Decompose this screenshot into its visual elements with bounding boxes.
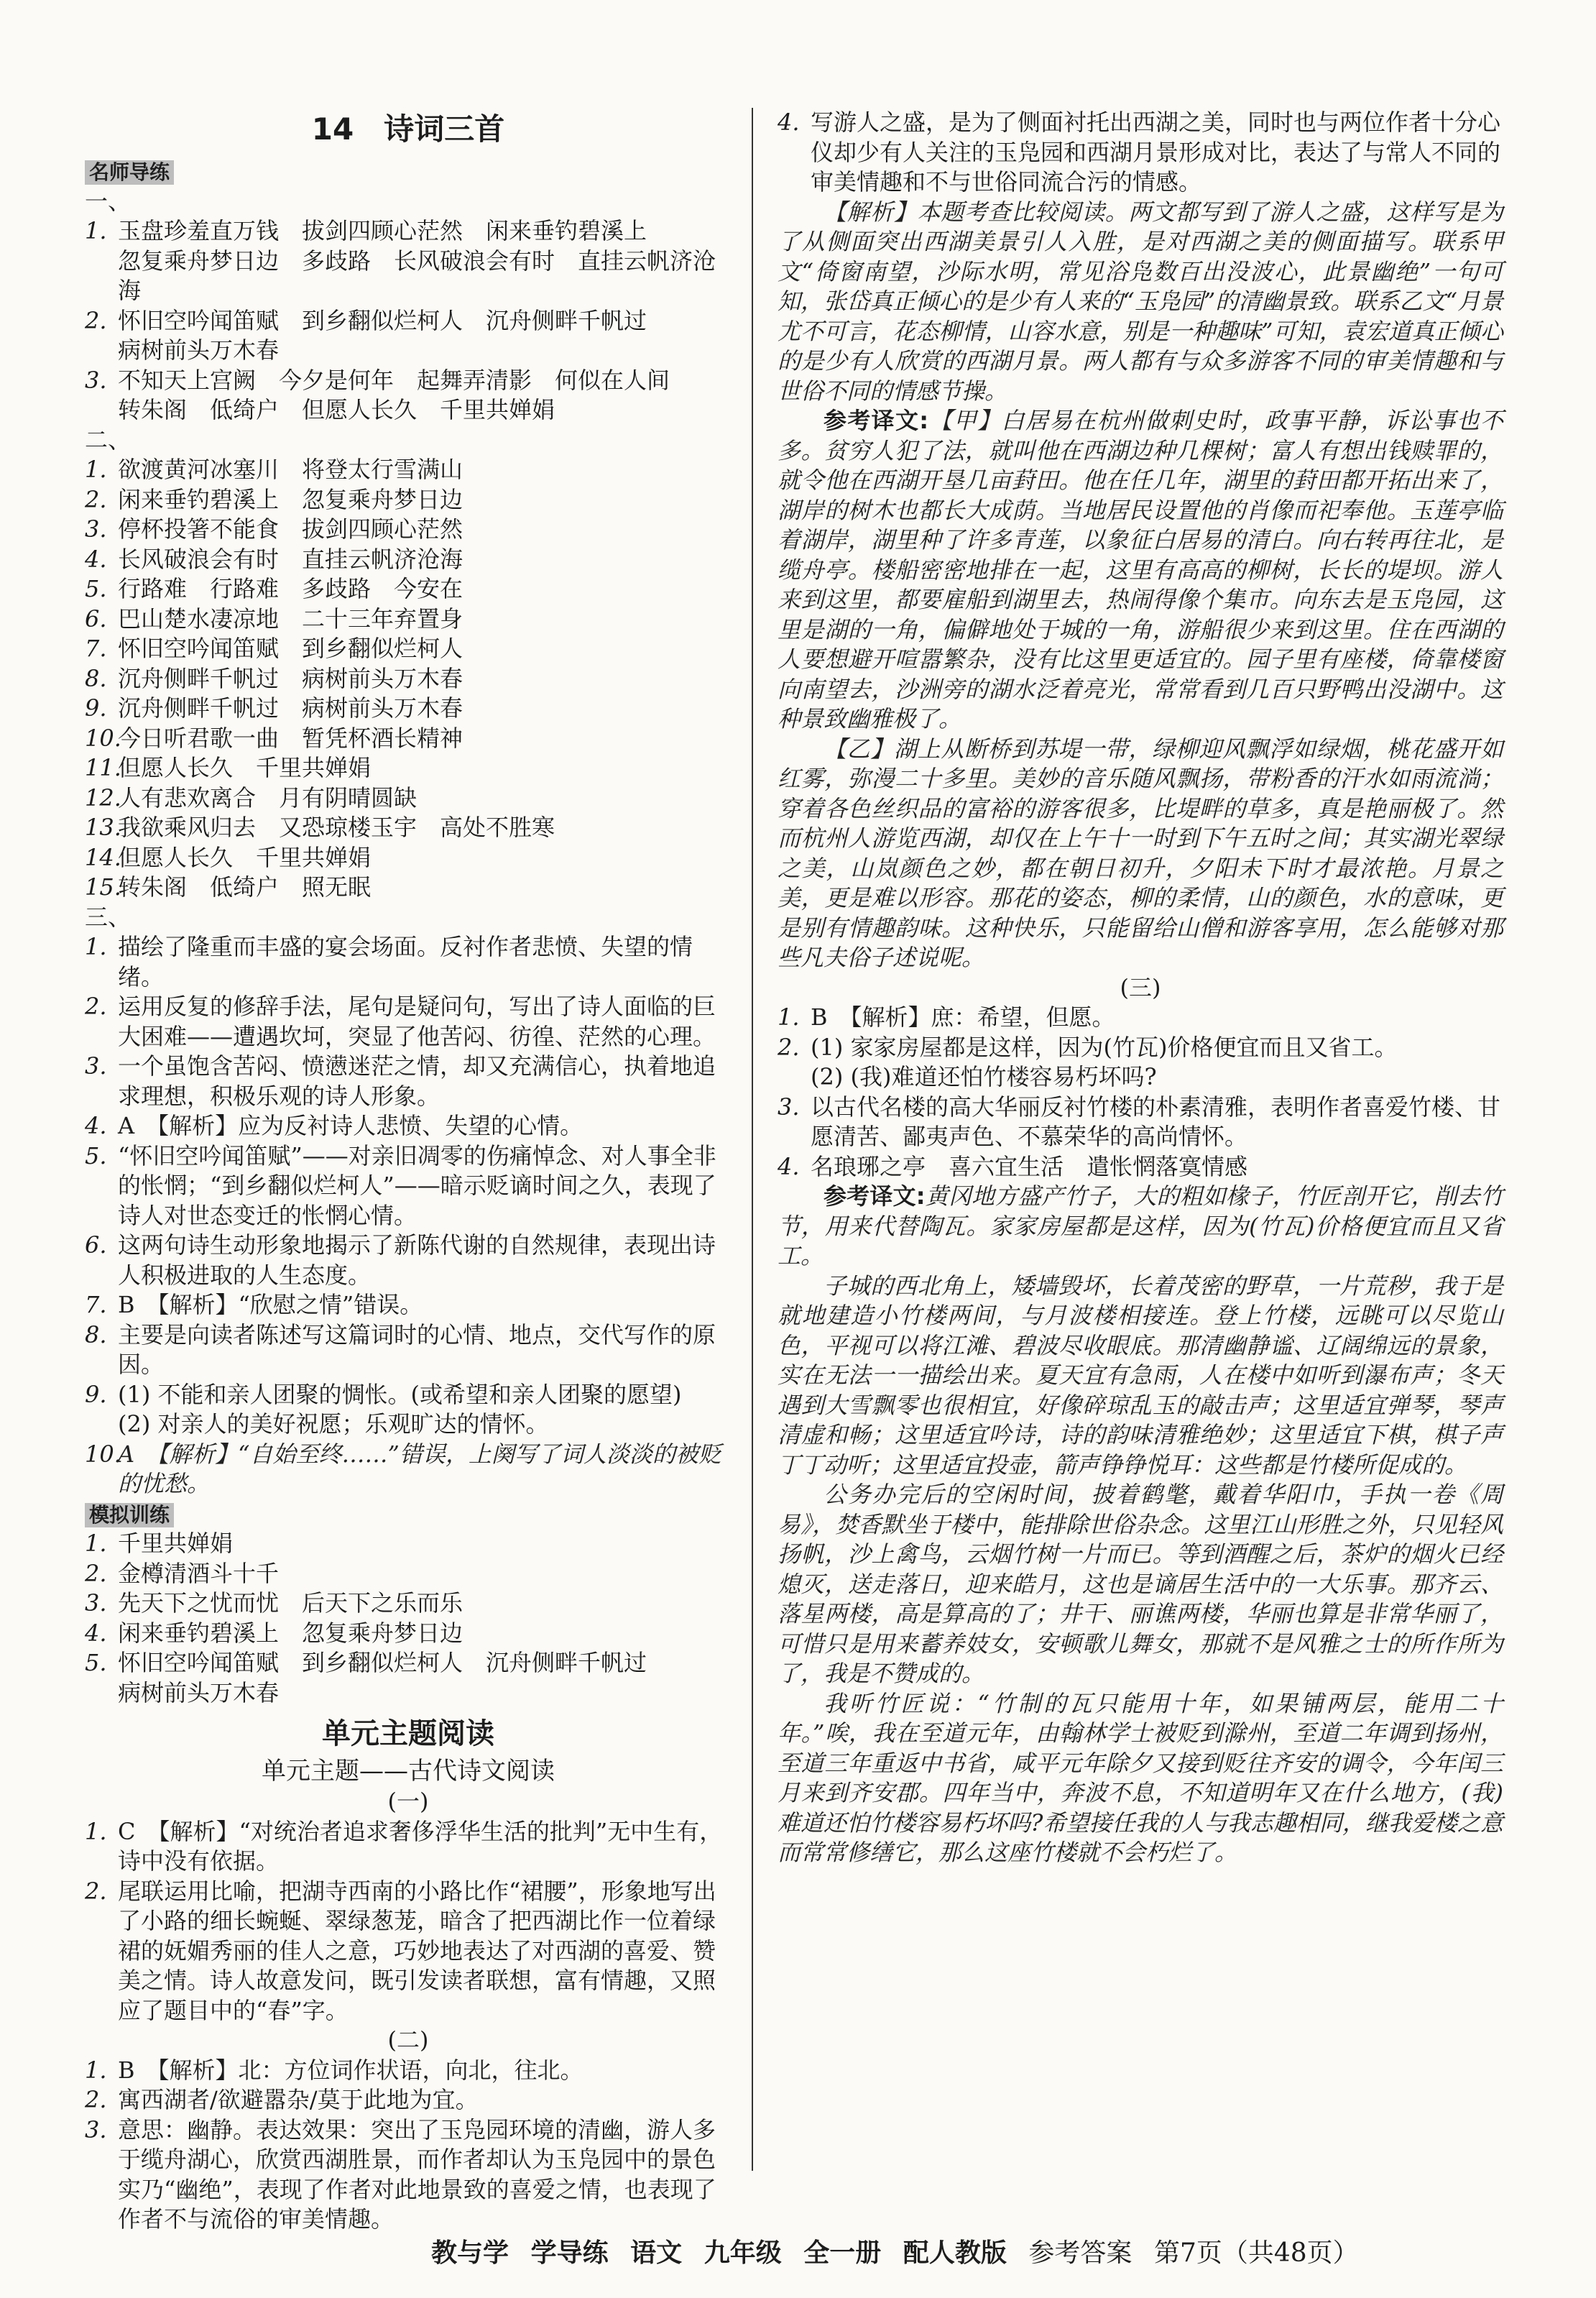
item-number: 5. (85, 1649, 107, 1676)
translation-3: 参考译文:黄冈地方盛产竹子，大的粗如椽子，竹匠剖开它，削去竹节，用来代替陶瓦。家家房屋都是这样，因为(竹瓦)价格便宜而且又省工。 (778, 1182, 1503, 1269)
item-number: 2. (85, 1559, 107, 1587)
item-number: 14. (85, 843, 121, 871)
item-text: 怀旧空吟闻笛赋 到乡翻似烂柯人 (118, 635, 463, 662)
section-tag-mock: 模拟训练 (85, 1503, 174, 1527)
answer-item (85, 1619, 732, 1649)
item-number: 4. (85, 1619, 107, 1647)
answer-item (85, 545, 732, 575)
item-text: 千里共婵娟 (118, 1530, 234, 1557)
item-text: B 【解析】“欣慰之情”错误。 (118, 1291, 423, 1318)
item-number: 7. (85, 635, 107, 662)
left-column (85, 108, 732, 2235)
translation-3-para-3: 公务办完后的空闲时间，披着鹤氅，戴着华阳巾，手执一卷《周易》，焚香默坐于楼中，能排除世俗杂念。这里江山形胜之外，只见轻风扬帆，沙上禽鸟，云烟竹树一片而已。等到酒醒之后，茶炉的烟火已经熄灭，送走落日，迎来皓月，这也是谪居生活中的一大乐事。那齐云、落星两楼，高是算高的了；井干、丽谯两楼，华丽也算是非常华丽了，可惜只是用来蓄养妓女，安顿歌儿舞女，那就不是风雅之士的所作所为了，我是不赞成的。 (778, 1481, 1503, 1687)
item-text: 怀旧空吟闻笛赋 到乡翻似烂柯人 沉舟侧畔千帆过 (118, 1649, 647, 1676)
item-number: 15. (85, 873, 121, 901)
item-number: 5. (85, 1141, 107, 1169)
item-text: 描绘了隆重而丰盛的宴会场面。反衬作者悲愤、失望的情绪。 (118, 933, 693, 991)
item-text: 但愿人长久 千里共婵娟 (118, 754, 372, 781)
answer-item (85, 1648, 732, 1678)
answer-item (778, 1152, 1503, 1182)
item-number: 4. (85, 545, 107, 573)
answer-item (85, 366, 732, 396)
item-number: 6. (85, 1231, 107, 1259)
item-text: 玉盘珍羞直万钱 拔剑四顾心茫然 闲来垂钓碧溪上 (118, 217, 647, 244)
item-number: 3. (85, 515, 107, 543)
item-number: 4. (778, 1152, 800, 1180)
item-number: 2. (85, 485, 107, 513)
answer-item (778, 1003, 1503, 1033)
answer-item-continued: (2) (我)难道还怕竹楼容易朽坏吗? (811, 1063, 1157, 1090)
item-text: 停杯投箸不能食 拔剑四顾心茫然 (118, 515, 463, 543)
item-text: 巴山楚水凄凉地 二十三年弃置身 (118, 605, 463, 633)
item-number: 8. (85, 1320, 107, 1348)
item-number: 8. (85, 664, 107, 692)
footer-series: 学导练 (530, 2238, 609, 2268)
answer-item (85, 724, 732, 754)
mock-list (85, 1529, 732, 1708)
answer-item (85, 306, 732, 336)
item-number: 1. (85, 456, 107, 483)
part-one-list (85, 216, 732, 426)
answer-item (85, 783, 732, 814)
question-9-part-2: (2) 对亲人的美好祝愿；乐观旷达的情怀。 (118, 1410, 549, 1438)
part-one-heading: 一、 (85, 187, 132, 215)
answer-item-continued: 忽复乘舟梦日边 多歧路 长风破浪会有时 直挂云帆济沧海 (118, 247, 716, 304)
part-two-list (85, 455, 732, 903)
unit-subtitle: 单元主题——古代诗文阅读 (262, 1757, 555, 1785)
item-number: 12. (85, 783, 121, 812)
item-number: 1. (85, 1817, 107, 1845)
column-divider (752, 108, 753, 2171)
answer-item (85, 574, 732, 605)
item-text: 转朱阁 低绮户 照无眠 (118, 873, 372, 901)
unit-title: 单元主题阅读 (322, 1717, 494, 1750)
item-text: 闲来垂钓碧溪上 忽复乘舟梦日边 (118, 1619, 463, 1647)
item-number: 2. (85, 993, 107, 1020)
footer-page-number: 第7页（共48页） (1153, 2238, 1359, 2268)
answer-item (85, 515, 732, 545)
answer-item-continued: 病树前头万木春 (118, 1678, 280, 1706)
item-text: 寓西湖者/欲避嚣杂/莫于此地为宜。 (118, 2086, 479, 2113)
item-number: 7. (85, 1291, 107, 1318)
footer-edition: 配人教版 (903, 2238, 1007, 2268)
answer-item (85, 753, 732, 783)
answer-item (85, 694, 732, 724)
item-text: 尾联运用比喻，把湖寺西南的小路比作“裙腰”，形象地写出了小路的细长蜿蜒、翠绿葱茏，暗含了把西湖比作一位着绿裙的妩媚秀丽的佳人之意，巧妙地表达了对西湖的喜爱、赞美之情。诗人故意发问，既引发读者联想，富有情趣，又照应了题目中的“春”字。 (118, 1877, 716, 2024)
footer-answers: 参考答案 (1028, 2238, 1133, 2268)
answer-item (85, 605, 732, 635)
item-text: C 【解析】“对统治者追求奢侈浮华生活的批判”无中生有，诗中没有依据。 (118, 1817, 723, 1875)
item-text: 金樽清酒斗十千 (118, 1559, 280, 1587)
answer-item (85, 873, 732, 903)
footer-volume: 全一册 (803, 2238, 882, 2268)
item-number: 3. (85, 366, 107, 394)
item-number: 2. (85, 2086, 107, 2113)
passage-1-list (85, 1817, 732, 2026)
lesson-title: 14 诗词三首 (311, 111, 505, 147)
item-text: 这两句诗生动形象地揭示了新陈代谢的自然规律，表现出诗人积极进取的人生态度。 (118, 1231, 716, 1289)
question-9: 9. (1) 不能和亲人团聚的惆怅。(或希望和亲人团聚的愿望) (85, 1380, 682, 1408)
translation-1: 参考译文:【甲】白居易在杭州做刺史时，政事平静，诉讼事也不多。贫穷人犯了法，就叫他在西湖边种几棵树；富人有想出钱赎罪的，就令他在西湖开垦几亩葑田。他在任几年，湖里的葑田都开拓出来了，湖岸的树木也都长大成荫。当地居民设置他的肖像而祀奉他。玉莲亭临着湖岸，湖里种了许多青莲，以象征白居易的清白。向右转再往北，是缆舟亭。楼船密密地排在一起，这里有高高的柳树，长长的堤坝。游人来到这里，都要雇船到湖里去，热闹得像个集市。向东去是玉凫园，这里是湖的一角，偏僻地处于城的一角，游船很少来到这里。住在西湖的人要想避开喧嚣繁杂，没有比这里更适宜的。园子里有座楼，倚靠楼窗向南望去，沙洲旁的湖水泛着亮光，常常看到几百只野鸭出没湖中。这种景致幽雅极了。 (778, 407, 1503, 732)
answer-item-continued: 转朱阁 低绮户 但愿人长久 千里共婵娟 (118, 396, 555, 423)
answer-item (85, 634, 732, 664)
answer-item (85, 1817, 732, 1877)
item-number: 2. (85, 306, 107, 334)
item-text: (1) 家家房屋都是这样，因为(竹瓦)价格便宜而且又省工。 (811, 1033, 1398, 1061)
item-text: B 【解析】庶：希望，但愿。 (811, 1003, 1115, 1031)
question-10: 10. A 【解析】“自始至终……”错误，上阕写了词人淡淡的被贬的忧愁。 (85, 1440, 721, 1497)
item-text: 行路难 行路难 多歧路 今安在 (118, 575, 463, 602)
answer-item (85, 843, 732, 873)
answer-item (85, 2056, 732, 2086)
answer-item (85, 455, 732, 485)
item-text: 我欲乘风归去 又恐琼楼玉宇 高处不胜寒 (118, 814, 555, 841)
right-column (778, 108, 1503, 1868)
footer-grade: 九年级 (704, 2238, 782, 2268)
item-number: 1. (85, 1530, 107, 1557)
item-number: 3. (85, 1589, 107, 1617)
answer-item (778, 1033, 1503, 1063)
answer-item (85, 1529, 732, 1559)
item-number: 1. (85, 933, 107, 960)
item-number: 4. (85, 1112, 107, 1139)
footer-brand: 教与学 (431, 2238, 509, 2268)
translation-3-para-4: 我听竹匠说：“竹制的瓦只能用十年，如果铺两层，能用二十年。”唉，我在至道元年，由翰林学士被贬到滁州，至道二年调到扬州，至道三年重返中书省，咸平元年除夕又接到贬往齐安的调令，今年闰三月来到齐安郡。四年当中，奔波不息，不知道明年又在什么地方，(我)难道还怕竹楼容易朽坏吗?希望接任我的人与我志趣相同，继我爱楼之意而常常修缮它，那么这座竹楼就不会朽烂了。 (778, 1689, 1503, 1866)
item-text: A 【解析】应为反衬诗人悲愤、失望的心情。 (118, 1112, 583, 1139)
item-text: 怀旧空吟闻笛赋 到乡翻似烂柯人 沉舟侧畔千帆过 (118, 306, 647, 334)
part-three-heading: 三、 (85, 903, 132, 931)
item-number: 11. (85, 754, 121, 781)
item-text: 意思：幽静。表达效果：突出了玉凫园环境的清幽，游人多于缆舟湖心，欣赏西湖胜景，而作者却认为玉凫园中的景色实乃“幽绝”，表现了作者对此地景致的喜爱之情，也表现了作者不与流俗的审美情趣。 (118, 2115, 716, 2233)
item-text: 人有悲欢离合 月有阴晴圆缺 (118, 783, 418, 812)
item-text: 闲来垂钓碧溪上 忽复乘舟梦日边 (118, 485, 463, 513)
passage-2-list (85, 2056, 732, 2235)
item-number: 9. (85, 694, 107, 722)
answer-item (85, 813, 732, 843)
answer-item (85, 1231, 732, 1290)
item-text: 一个虽饱含苦闷、愤懑迷茫之情，却又充满信心，执着地追求理想，积极乐观的诗人形象。 (118, 1052, 716, 1110)
item-number: 13. (85, 814, 121, 841)
answer-item (85, 485, 732, 515)
page-footer (431, 2233, 1437, 2269)
answer-item (85, 1320, 732, 1380)
item-text: 主要是向读者陈述写这篇词时的心情、地点，交代写作的原因。 (118, 1320, 716, 1378)
translation-2: 【乙】湖上从断桥到苏堤一带，绿柳迎风飘浮如绿烟，桃花盛开如红雾，弥漫二十多里。美妙的音乐随风飘扬，带粉香的汗水如雨流淌；穿着各色丝织品的富裕的游客很多，比堤畔的草多，真是艳丽极了。然而杭州人游览西湖，却仅在上午十一时到下午五时之间；其实湖光翠绿之美，山岚颜色之妙，都在朝日初升，夕阳未下时才最浓艳。月景之美，更是难以形容。那花的姿态，柳的柔情，山的颜色，水的意味，更是别有情趣韵味。这种快乐，只能留给山僧和游客享用，怎么能够对那些凡夫俗子述说呢。 (778, 735, 1503, 971)
passage-3-list (778, 1003, 1503, 1182)
question-4-analysis: 【解析】本题考查比较阅读。两文都写到了游人之盛，这样写是为了从侧面突出西湖美景引人入胜，是对西湖之美的侧面描写。联系甲文“倚窗南望，沙际水明，常见浴凫数百出没波心，此景幽绝”一句可知，张岱真正倾心的是少有人来的“玉凫园”的清幽景致。联系乙文“月景尤不可言，花态柳情，山容水意，别是一种趣味”可知，袁宏道真正倾心的是少有人欣赏的西湖月景。两人都有与众多游客不同的审美情趣和与世俗不同的情感节操。 (778, 198, 1503, 405)
answer-item (85, 932, 732, 992)
answer-item (85, 2115, 732, 2235)
answer-item-continued: 病树前头万木春 (118, 336, 280, 364)
item-text: 以古代名楼的高大华丽反衬竹楼的朴素清雅，表明作者喜爱竹楼、甘愿清苦、鄙夷声色、不慕荣华的高尚情怀。 (811, 1093, 1501, 1150)
item-text: B 【解析】北：方位词作状语，向北，往北。 (118, 2056, 583, 2084)
item-text: 但愿人长久 千里共婵娟 (118, 843, 372, 871)
footer-subject: 语文 (630, 2238, 683, 2268)
passage-2-heading: (二) (387, 2026, 429, 2054)
answer-item (85, 664, 732, 694)
item-text: 不知天上宫阙 今夕是何年 起舞弄清影 何似在人间 (118, 366, 670, 394)
item-text: 运用反复的修辞手法，尾句是疑问句，写出了诗人面临的巨大困难——遭遇坎坷，突显了他苦闷、彷徨、茫然的心理。 (118, 993, 716, 1050)
answer-item (85, 992, 732, 1052)
item-number: 1. (85, 2056, 107, 2084)
item-text: 长风破浪会有时 直挂云帆济沧海 (118, 545, 463, 573)
answer-item (85, 1290, 732, 1320)
item-number: 2. (85, 1877, 107, 1905)
answer-item (85, 1877, 732, 2026)
item-number: 2. (778, 1033, 800, 1061)
item-text: 沉舟侧畔千帆过 病树前头万木春 (118, 694, 463, 722)
passage-3-heading: (三) (1120, 973, 1161, 1001)
item-text: 今日听君歌一曲 暂凭杯酒长精神 (118, 724, 463, 752)
item-number: 1. (778, 1003, 800, 1031)
item-number: 3. (85, 1052, 107, 1080)
item-number: 1. (85, 217, 107, 244)
answer-item (85, 1111, 732, 1141)
item-number: 6. (85, 605, 107, 633)
answer-item (85, 216, 732, 247)
part-three-list (85, 932, 732, 1380)
item-number: 3. (85, 2115, 107, 2143)
answer-item (85, 1559, 732, 1589)
item-text: 先天下之忧而忧 后天下之乐而乐 (118, 1589, 463, 1617)
answer-item (85, 1589, 732, 1619)
answer-item (85, 2085, 732, 2115)
passage-1-heading: (一) (387, 1788, 429, 1815)
item-number: 10. (85, 724, 121, 752)
item-number: 3. (778, 1093, 800, 1121)
answer-item (85, 1141, 732, 1231)
part-two-heading: 二、 (85, 426, 132, 454)
item-text: 名琅琊之亭 喜六宜生活 遣怅惘落寞情感 (811, 1152, 1248, 1180)
answer-item (778, 1093, 1503, 1152)
item-text: “怀旧空吟闻笛赋”——对亲旧凋零的伤痛悼念、对人事全非的怅惘；“到乡翻似烂柯人”——暗示贬谪时间之久，表现了诗人对世态变迁的怅惘心情。 (118, 1141, 716, 1229)
section-tag-guided: 名师导练 (85, 160, 174, 185)
item-number: 5. (85, 575, 107, 602)
item-text: 沉舟侧畔千帆过 病树前头万木春 (118, 664, 463, 692)
item-text: 欲渡黄河冰塞川 将登太行雪满山 (118, 456, 463, 483)
question-4: 4. 写游人之盛，是为了侧面衬托出西湖之美，同时也与两位作者十分心仪却少有人关注的玉凫园和西湖月景形成对比，表达了与常人不同的审美情趣和不与世俗同流合污的情感。 (778, 109, 1501, 196)
translation-3-para-2: 子城的西北角上，矮墙毁坏，长着茂密的野草，一片荒秽，我于是就地建造小竹楼两间，与月波楼相接连。登上竹楼，远眺可以尽览山色，平视可以将江滩、碧波尽收眼底。那清幽静谧、辽阔绵远的景象，实在无法一一描绘出来。夏天宜有急雨，人在楼中如听到瀑布声；冬天遇到大雪飘零也很相宜，好像碎琼乱玉的敲击声；这里适宜弹琴，琴声清虚和畅；这里适宜吟诗，诗的韵味清雅绝妙；这里适宜下棋，棋子声丁丁动听；这里适宜投壶，箭声铮铮悦耳：这些都是竹楼所促成的。 (778, 1272, 1503, 1479)
answer-item (85, 1052, 732, 1111)
